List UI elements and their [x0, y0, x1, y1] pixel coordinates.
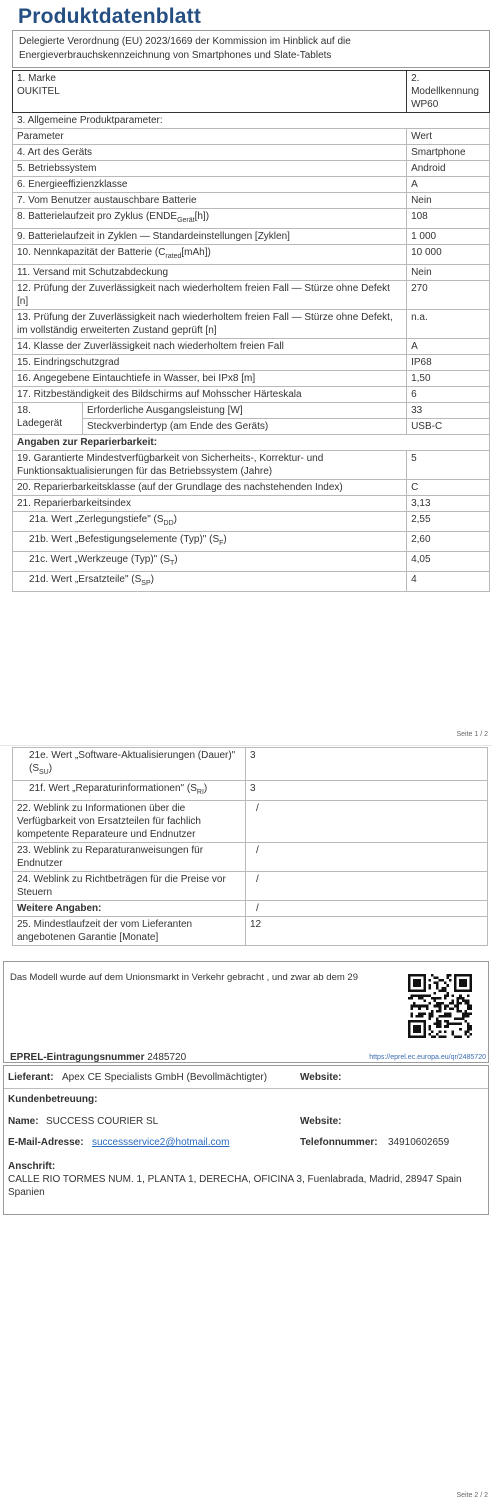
- table-row: 24. Weblink zu Richtbeträgen für die Preise vor Steuern /: [13, 872, 488, 901]
- section-header-repair: Angaben zur Reparierbarkeit:: [13, 435, 490, 451]
- anschrift-line-1: CALLE RIO TORMES NUM. 1, PLANTA 1, DERECHA, OFICINA 3, Fuenlabrada, Madrid, 28947 Spain: [8, 1174, 462, 1185]
- page-title: Produktdatenblatt: [18, 5, 202, 28]
- email-label: E-Mail-Adresse:: [8, 1137, 84, 1148]
- table-row: 21. Reparierbarkeitsindex 3,13: [13, 496, 490, 512]
- email-link[interactable]: successservice2@hotmail.com: [92, 1137, 230, 1148]
- table-row: 25. Mindestlaufzeit der vom Lieferanten angebotenen Garantie [Monate] 12: [13, 917, 488, 946]
- table-row: 11. Versand mit Schutzabdeckung Nein: [13, 265, 490, 281]
- lieferant-value: Apex CE Specialists GmbH (Bevollmächtigter): [62, 1072, 268, 1083]
- table-row: 21b. Wert „Befestigungselemente (Typ)" $(S_F)$ 2,60: [13, 532, 490, 552]
- market-placement-text: Das Modell wurde auf dem Unionsmarkt in Verkehr gebracht , und zwar ab dem 29: [10, 972, 358, 983]
- marke-label: 1. Marke: [17, 73, 56, 84]
- page-number: Seite 1 / 2: [456, 731, 488, 738]
- table-row: 14. Klasse der Zuverlässigkeit nach wiederholtem freien Fall A: [13, 339, 490, 355]
- table-row: 15. Eindringschutzgrad IP68: [13, 355, 490, 371]
- table-row: 21f. Wert „Reparaturinformationen" $(S_{RI})$ 3: [13, 781, 488, 801]
- table-row: 4. Art des Geräts Smartphone: [13, 145, 490, 161]
- table-row: 22. Weblink zu Informationen über die Verfügbarkeit von Ersatzteilen für fachlich kompetente Reparateure und Endnutzer /: [13, 801, 488, 843]
- table-row: 19. Garantierte Mindestverfügbarkeit von Sicherheits-, Korrektur- und Funktionsaktualisierungen für das Betriebssystem (Jahre) 5: [13, 451, 490, 480]
- kundenbetreuung-label: Kundenbetreuung:: [8, 1094, 98, 1105]
- lieferant-label: Lieferant:: [8, 1072, 54, 1083]
- table-row: 6. Energieeffizienzklasse A: [13, 177, 490, 193]
- table-row-charger: 18. Ladegerät Erforderliche Ausgangsleistung [W] 33: [13, 403, 490, 419]
- table-row: 21d. Wert „Ersatzteile" $(S_{SP})$ 4: [13, 572, 490, 592]
- page-number: Seite 2 / 2: [456, 1492, 488, 1499]
- modell-value: WP60: [411, 99, 439, 110]
- anschrift-label: Anschrift:: [8, 1161, 56, 1172]
- market-info-box: [3, 961, 489, 1063]
- table-row: 21a. Wert „Zerlegungstiefe" $(S_{DD})$ 2,55: [13, 512, 490, 532]
- table-row: 7. Vom Benutzer austauschbare Batterie Nein: [13, 193, 490, 209]
- website-label-supplier: Website:: [300, 1072, 342, 1083]
- table-row: 5. Betriebssystem Android: [13, 161, 490, 177]
- table-row: 16. Angegebene Eintauchtiefe in Wasser, bei IPx8 [m] 1,50: [13, 371, 490, 387]
- page-1: [0, 0, 492, 745]
- table-row: 23. Weblink zu Reparaturanweisungen für Endnutzer /: [13, 843, 488, 872]
- table-header-row: Parameter Wert: [13, 129, 490, 145]
- product-data-table: [12, 70, 490, 592]
- product-data-table-continued: [12, 747, 488, 946]
- supplier-info-box: [3, 1065, 489, 1215]
- modell-label: 2. Modellkennung: [411, 73, 479, 97]
- anschrift-line-2: Spanien: [8, 1187, 45, 1198]
- table-row: 17. Ritzbeständigkeit des Bildschirms auf Mohsscher Härteskala 6: [13, 387, 490, 403]
- name-label: Name:: [8, 1116, 39, 1127]
- qr-code-icon: [408, 974, 472, 1038]
- table-row: 10. Nennkapazität der Batterie $(C_{rated}[mAh])$ 10 000: [13, 245, 490, 265]
- table-row: 21e. Wert „Software-Aktualisierungen (Dauer)" $(S_{SU})$ 3: [13, 748, 488, 781]
- marke-value: OUKITEL: [17, 86, 60, 97]
- divider: [4, 1088, 488, 1089]
- website-label-support: Website:: [300, 1116, 342, 1127]
- page-2: [0, 745, 492, 1500]
- telefon-label: Telefonnummer:: [300, 1137, 378, 1148]
- eprel-link[interactable]: https://eprel.ec.europa.eu/qr/2485720: [369, 1054, 486, 1061]
- table-row-weitere: Weitere Angaben: /: [13, 901, 488, 917]
- eprel-registration: EPREL-Eintragungsnummer 2485720: [10, 1052, 187, 1063]
- table-row: 21c. Wert „Werkzeuge (Typ)" $(S_T)$ 4,05: [13, 552, 490, 572]
- regulation-intro: Delegierte Verordnung (EU) 2023/1669 der Kommission im Hinblick auf die Energieverbrauchskennzeichnung von Smartphones und Slate-Tablets: [12, 30, 490, 68]
- table-row: 9. Batterielaufzeit in Zyklen — Standardeinstellungen [Zyklen] 1 000: [13, 229, 490, 245]
- table-row: 8. Batterielaufzeit pro Zyklus $(ENDE_{Gerät}[h])$ 108: [13, 209, 490, 229]
- table-row-charger-connector: Steckverbindertyp (am Ende des Geräts) USB-C: [13, 419, 490, 435]
- table-row: 20. Reparierbarkeitsklasse (auf der Grundlage des nachstehenden Index) C: [13, 480, 490, 496]
- name-value: SUCCESS COURIER SL: [46, 1116, 159, 1127]
- table-row: 13. Prüfung der Zuverlässigkeit nach wiederholtem freien Fall — Stürze ohne Defekt, im vollständig erweiterten Zustand geprüft [n] n.a.: [13, 310, 490, 339]
- table-row: 12. Prüfung der Zuverlässigkeit nach wiederholtem freien Fall — Stürze ohne Defekt [n] 270: [13, 281, 490, 310]
- telefon-value: 34910602659: [388, 1137, 450, 1148]
- section-header-general: 3. Allgemeine Produktparameter:: [13, 113, 490, 129]
- brand-model-row: [13, 71, 490, 113]
